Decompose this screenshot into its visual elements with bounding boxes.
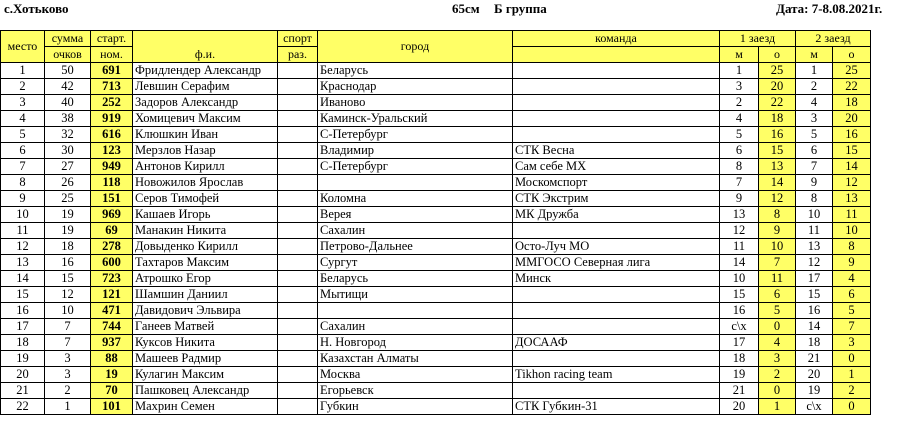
cell-name: Довыденко Кирилл	[133, 239, 278, 255]
cell-sport-rank	[278, 127, 318, 143]
cell-start-number: 121	[91, 287, 133, 303]
cell-city: Беларусь	[318, 271, 513, 287]
cell-race2-place: 16	[796, 303, 833, 319]
cell-name: Левшин Серафим	[133, 79, 278, 95]
cell-sport-rank	[278, 383, 318, 399]
cell-race2-place: 1	[796, 63, 833, 79]
cell-city: Владимир	[318, 143, 513, 159]
cell-city: С-Петербург	[318, 127, 513, 143]
cell-team	[513, 287, 720, 303]
cell-race1-place: 13	[720, 207, 759, 223]
cell-team	[513, 127, 720, 143]
table-row	[1, 79, 871, 95]
cell-sport-rank	[278, 319, 318, 335]
cell-place: 6	[1, 143, 45, 159]
cell-sport-rank	[278, 111, 318, 127]
cell-city: Сахалин	[318, 319, 513, 335]
cell-race1-points: 5	[759, 303, 796, 319]
cell-start-number: 101	[91, 399, 133, 415]
cell-team: СТК Экстрим	[513, 191, 720, 207]
col-header-team-blank	[513, 47, 720, 63]
cell-race1-points: 3	[759, 351, 796, 367]
cell-city: Н. Новгород	[318, 335, 513, 351]
table-row	[1, 207, 871, 223]
cell-race1-points: 14	[759, 175, 796, 191]
cell-race1-points: 9	[759, 223, 796, 239]
cell-race1-points: 0	[759, 383, 796, 399]
cell-name: Тахтаров Максим	[133, 255, 278, 271]
cell-start-number: 723	[91, 271, 133, 287]
cell-race1-points: 20	[759, 79, 796, 95]
cell-name: Атрошко Егор	[133, 271, 278, 287]
table-row	[1, 239, 871, 255]
cell-place: 21	[1, 383, 45, 399]
cell-race2-points: 12	[833, 175, 871, 191]
cell-name: Фридлендер Александр	[133, 63, 278, 79]
cell-sport-rank	[278, 239, 318, 255]
cell-sum: 1	[45, 399, 91, 415]
cell-race1-place: 18	[720, 351, 759, 367]
col-header-sport-1: спорт	[278, 31, 318, 47]
table-row	[1, 351, 871, 367]
cell-team	[513, 79, 720, 95]
cell-place: 3	[1, 95, 45, 111]
cell-team	[513, 351, 720, 367]
cell-race1-place: 2	[720, 95, 759, 111]
cell-place: 19	[1, 351, 45, 367]
cell-race2-points: 0	[833, 399, 871, 415]
cell-city: Сургут	[318, 255, 513, 271]
cell-place: 14	[1, 271, 45, 287]
cell-team: Минск	[513, 271, 720, 287]
cell-race2-place: 3	[796, 111, 833, 127]
cell-city: Егорьевск	[318, 383, 513, 399]
cell-race1-points: 1	[759, 399, 796, 415]
cell-race1-place: 12	[720, 223, 759, 239]
cell-race2-points: 18	[833, 95, 871, 111]
table-row	[1, 191, 871, 207]
col-header-city: город	[318, 31, 513, 63]
cell-race1-place: 20	[720, 399, 759, 415]
cell-city: Беларусь	[318, 63, 513, 79]
table-row	[1, 319, 871, 335]
cell-race1-place: 1	[720, 63, 759, 79]
table-row	[1, 143, 871, 159]
cell-team: ДОСААФ	[513, 335, 720, 351]
cell-team: Сам себе МХ	[513, 159, 720, 175]
table-row	[1, 159, 871, 175]
cell-race2-points: 10	[833, 223, 871, 239]
col-header-sport-2: раз.	[278, 47, 318, 63]
table-row	[1, 255, 871, 271]
cell-race1-points: 12	[759, 191, 796, 207]
cell-city: Петрово-Дальнее	[318, 239, 513, 255]
cell-city: Иваново	[318, 95, 513, 111]
cell-start-number: 123	[91, 143, 133, 159]
col-header-o2: о	[833, 47, 871, 63]
cell-sport-rank	[278, 255, 318, 271]
cell-name: Манакин Никита	[133, 223, 278, 239]
cell-sum: 38	[45, 111, 91, 127]
cell-place: 9	[1, 191, 45, 207]
cell-place: 15	[1, 287, 45, 303]
cell-name: Давидович Эльвира	[133, 303, 278, 319]
cell-race1-points: 22	[759, 95, 796, 111]
cell-name: Ганеев Матвей	[133, 319, 278, 335]
cell-name: Машеев Радмир	[133, 351, 278, 367]
cell-race1-place: 7	[720, 175, 759, 191]
col-header-start-1: старт.	[91, 31, 133, 47]
cell-race1-points: 13	[759, 159, 796, 175]
cell-sum: 42	[45, 79, 91, 95]
table-row	[1, 175, 871, 191]
cell-race1-place: 15	[720, 287, 759, 303]
cell-sport-rank	[278, 79, 318, 95]
cell-race2-points: 8	[833, 239, 871, 255]
cell-race2-points: 7	[833, 319, 871, 335]
cell-sport-rank	[278, 351, 318, 367]
table-row	[1, 95, 871, 111]
cell-race2-points: 0	[833, 351, 871, 367]
cell-place: 5	[1, 127, 45, 143]
cell-sum: 3	[45, 351, 91, 367]
cell-race1-place: 9	[720, 191, 759, 207]
cell-place: 2	[1, 79, 45, 95]
cell-race1-place: 10	[720, 271, 759, 287]
cell-sport-rank	[278, 303, 318, 319]
cell-name: Новожилов Ярослав	[133, 175, 278, 191]
cell-city: С-Петербург	[318, 159, 513, 175]
cell-sport-rank	[278, 63, 318, 79]
cell-race2-place: с\х	[796, 399, 833, 415]
cell-race2-points: 2	[833, 383, 871, 399]
cell-sport-rank	[278, 159, 318, 175]
cell-name: Шамшин Даниил	[133, 287, 278, 303]
cell-team	[513, 303, 720, 319]
cell-sum: 32	[45, 127, 91, 143]
cell-city: Москва	[318, 367, 513, 383]
col-header-name: ф.и.	[133, 31, 278, 63]
cell-sum: 30	[45, 143, 91, 159]
cell-race2-place: 10	[796, 207, 833, 223]
cell-team	[513, 111, 720, 127]
cell-sum: 3	[45, 367, 91, 383]
cell-race2-points: 13	[833, 191, 871, 207]
cell-sport-rank	[278, 95, 318, 111]
cell-start-number: 969	[91, 207, 133, 223]
cell-race1-place: 6	[720, 143, 759, 159]
cell-race2-place: 21	[796, 351, 833, 367]
cell-name: Пашковец Александр	[133, 383, 278, 399]
col-header-sum-2: очков	[45, 47, 91, 63]
cell-sum: 26	[45, 175, 91, 191]
cell-race1-points: 18	[759, 111, 796, 127]
cell-race1-place: 11	[720, 239, 759, 255]
cell-race2-place: 13	[796, 239, 833, 255]
cell-city	[318, 303, 513, 319]
cell-sport-rank	[278, 399, 318, 415]
table-row	[1, 223, 871, 239]
cell-sport-rank	[278, 191, 318, 207]
cell-sum: 19	[45, 207, 91, 223]
cell-team: Москомспорт	[513, 175, 720, 191]
cell-team	[513, 223, 720, 239]
cell-place: 1	[1, 63, 45, 79]
cell-race1-points: 15	[759, 143, 796, 159]
cell-race1-place: 19	[720, 367, 759, 383]
cell-place: 11	[1, 223, 45, 239]
cell-sport-rank	[278, 287, 318, 303]
cell-race2-points: 16	[833, 127, 871, 143]
cell-place: 22	[1, 399, 45, 415]
cell-start-number: 118	[91, 175, 133, 191]
col-header-race1: 1 заезд	[720, 31, 796, 47]
cell-race1-points: 2	[759, 367, 796, 383]
cell-place: 7	[1, 159, 45, 175]
table-row	[1, 399, 871, 415]
cell-sport-rank	[278, 175, 318, 191]
cell-sport-rank	[278, 207, 318, 223]
cell-name: Мерзлов Назар	[133, 143, 278, 159]
cell-race1-points: 11	[759, 271, 796, 287]
cell-city: Краснодар	[318, 79, 513, 95]
cell-sport-rank	[278, 367, 318, 383]
col-header-sum-1: сумма	[45, 31, 91, 47]
table-row	[1, 271, 871, 287]
cell-name: Задоров Александр	[133, 95, 278, 111]
cell-race1-place: 8	[720, 159, 759, 175]
cell-race2-points: 3	[833, 335, 871, 351]
cell-city	[318, 175, 513, 191]
cell-place: 20	[1, 367, 45, 383]
cell-race2-points: 6	[833, 287, 871, 303]
cell-sum: 19	[45, 223, 91, 239]
cell-team	[513, 95, 720, 111]
cell-city: Губкин	[318, 399, 513, 415]
cell-start-number: 88	[91, 351, 133, 367]
cell-place: 13	[1, 255, 45, 271]
cell-race2-points: 11	[833, 207, 871, 223]
cell-race2-place: 14	[796, 319, 833, 335]
cell-race2-points: 25	[833, 63, 871, 79]
cell-place: 16	[1, 303, 45, 319]
cell-sum: 50	[45, 63, 91, 79]
cell-race2-points: 5	[833, 303, 871, 319]
cell-start-number: 252	[91, 95, 133, 111]
cell-team: Осто-Луч МО	[513, 239, 720, 255]
cell-race2-place: 7	[796, 159, 833, 175]
cell-start-number: 151	[91, 191, 133, 207]
cell-sum: 18	[45, 239, 91, 255]
cell-race2-place: 8	[796, 191, 833, 207]
cell-name: Серов Тимофей	[133, 191, 278, 207]
table-row	[1, 303, 871, 319]
cell-team: ММГОСО Северная лига	[513, 255, 720, 271]
cell-city: Мытищи	[318, 287, 513, 303]
cell-sum: 7	[45, 319, 91, 335]
col-header-o1: о	[759, 47, 796, 63]
cell-start-number: 278	[91, 239, 133, 255]
cell-name: Хомицевич Максим	[133, 111, 278, 127]
cell-name: Кулагин Максим	[133, 367, 278, 383]
cell-city: Сахалин	[318, 223, 513, 239]
table-row	[1, 287, 871, 303]
cell-place: 10	[1, 207, 45, 223]
col-header-m1: м	[720, 47, 759, 63]
cell-team	[513, 63, 720, 79]
cell-race2-points: 9	[833, 255, 871, 271]
cell-name: Кашаев Игорь	[133, 207, 278, 223]
header-row-1	[1, 31, 871, 47]
cell-race1-points: 25	[759, 63, 796, 79]
cell-start-number: 70	[91, 383, 133, 399]
cell-city: Казахстан Алматы	[318, 351, 513, 367]
cell-sport-rank	[278, 143, 318, 159]
cell-race2-points: 20	[833, 111, 871, 127]
cell-race2-place: 5	[796, 127, 833, 143]
table-row	[1, 63, 871, 79]
col-header-place: место	[1, 31, 45, 63]
cell-race2-place: 4	[796, 95, 833, 111]
group-title: Б группа	[494, 1, 547, 16]
cell-race1-place: 21	[720, 383, 759, 399]
cell-place: 12	[1, 239, 45, 255]
cell-sum: 27	[45, 159, 91, 175]
cell-race2-points: 15	[833, 143, 871, 159]
col-header-start-2: ном.	[91, 47, 133, 63]
cell-sum: 12	[45, 287, 91, 303]
cell-team: СТК Весна	[513, 143, 720, 159]
cell-race1-place: с\х	[720, 319, 759, 335]
cell-start-number: 744	[91, 319, 133, 335]
cell-race2-points: 1	[833, 367, 871, 383]
cell-race2-place: 19	[796, 383, 833, 399]
cell-start-number: 919	[91, 111, 133, 127]
table-row	[1, 383, 871, 399]
cell-race1-points: 4	[759, 335, 796, 351]
cell-sum: 40	[45, 95, 91, 111]
table-row	[1, 127, 871, 143]
cell-name: Антонов Кирилл	[133, 159, 278, 175]
cell-sum: 2	[45, 383, 91, 399]
table-row	[1, 335, 871, 351]
cell-sum: 25	[45, 191, 91, 207]
cell-race2-place: 11	[796, 223, 833, 239]
cell-race2-place: 6	[796, 143, 833, 159]
cell-start-number: 713	[91, 79, 133, 95]
cell-name: Махрин Семен	[133, 399, 278, 415]
cell-race2-points: 22	[833, 79, 871, 95]
cell-race2-place: 18	[796, 335, 833, 351]
cell-city: Верея	[318, 207, 513, 223]
cell-start-number: 949	[91, 159, 133, 175]
date-title: Дата: 7-8.08.2021г.	[776, 1, 883, 16]
cell-sport-rank	[278, 335, 318, 351]
cell-team: СТК Губкин-31	[513, 399, 720, 415]
table-row	[1, 367, 871, 383]
class-title: 65см	[452, 1, 480, 16]
cell-race1-points: 6	[759, 287, 796, 303]
cell-race1-place: 17	[720, 335, 759, 351]
location-title: с.Хотьково	[4, 1, 69, 16]
cell-race1-points: 16	[759, 127, 796, 143]
cell-race2-place: 17	[796, 271, 833, 287]
cell-city: Каминск-Уральский	[318, 111, 513, 127]
cell-race2-place: 12	[796, 255, 833, 271]
cell-start-number: 600	[91, 255, 133, 271]
cell-name: Клюшкин Иван	[133, 127, 278, 143]
cell-race1-place: 16	[720, 303, 759, 319]
cell-name: Куксов Никита	[133, 335, 278, 351]
cell-start-number: 69	[91, 223, 133, 239]
table-row	[1, 111, 871, 127]
cell-race1-points: 7	[759, 255, 796, 271]
cell-start-number: 937	[91, 335, 133, 351]
cell-sum: 16	[45, 255, 91, 271]
cell-place: 4	[1, 111, 45, 127]
cell-race1-place: 3	[720, 79, 759, 95]
cell-sport-rank	[278, 271, 318, 287]
cell-team: МК Дружба	[513, 207, 720, 223]
cell-team: Tikhon racing team	[513, 367, 720, 383]
cell-race2-points: 14	[833, 159, 871, 175]
cell-race1-place: 4	[720, 111, 759, 127]
col-header-race2: 2 заезд	[796, 31, 871, 47]
results-table	[0, 30, 871, 415]
cell-race1-place: 5	[720, 127, 759, 143]
cell-place: 8	[1, 175, 45, 191]
cell-race1-points: 0	[759, 319, 796, 335]
col-header-team: команда	[513, 31, 720, 47]
cell-city: Коломна	[318, 191, 513, 207]
cell-start-number: 616	[91, 127, 133, 143]
cell-start-number: 691	[91, 63, 133, 79]
cell-race2-place: 15	[796, 287, 833, 303]
cell-race1-place: 14	[720, 255, 759, 271]
cell-sport-rank	[278, 223, 318, 239]
cell-start-number: 471	[91, 303, 133, 319]
cell-place: 17	[1, 319, 45, 335]
cell-sum: 15	[45, 271, 91, 287]
cell-team	[513, 319, 720, 335]
cell-race1-points: 10	[759, 239, 796, 255]
cell-team	[513, 383, 720, 399]
cell-sum: 7	[45, 335, 91, 351]
col-header-m2: м	[796, 47, 833, 63]
cell-race2-place: 9	[796, 175, 833, 191]
cell-race1-points: 8	[759, 207, 796, 223]
cell-race2-points: 4	[833, 271, 871, 287]
cell-sum: 10	[45, 303, 91, 319]
cell-place: 18	[1, 335, 45, 351]
cell-race2-place: 20	[796, 367, 833, 383]
cell-start-number: 19	[91, 367, 133, 383]
cell-race2-place: 2	[796, 79, 833, 95]
